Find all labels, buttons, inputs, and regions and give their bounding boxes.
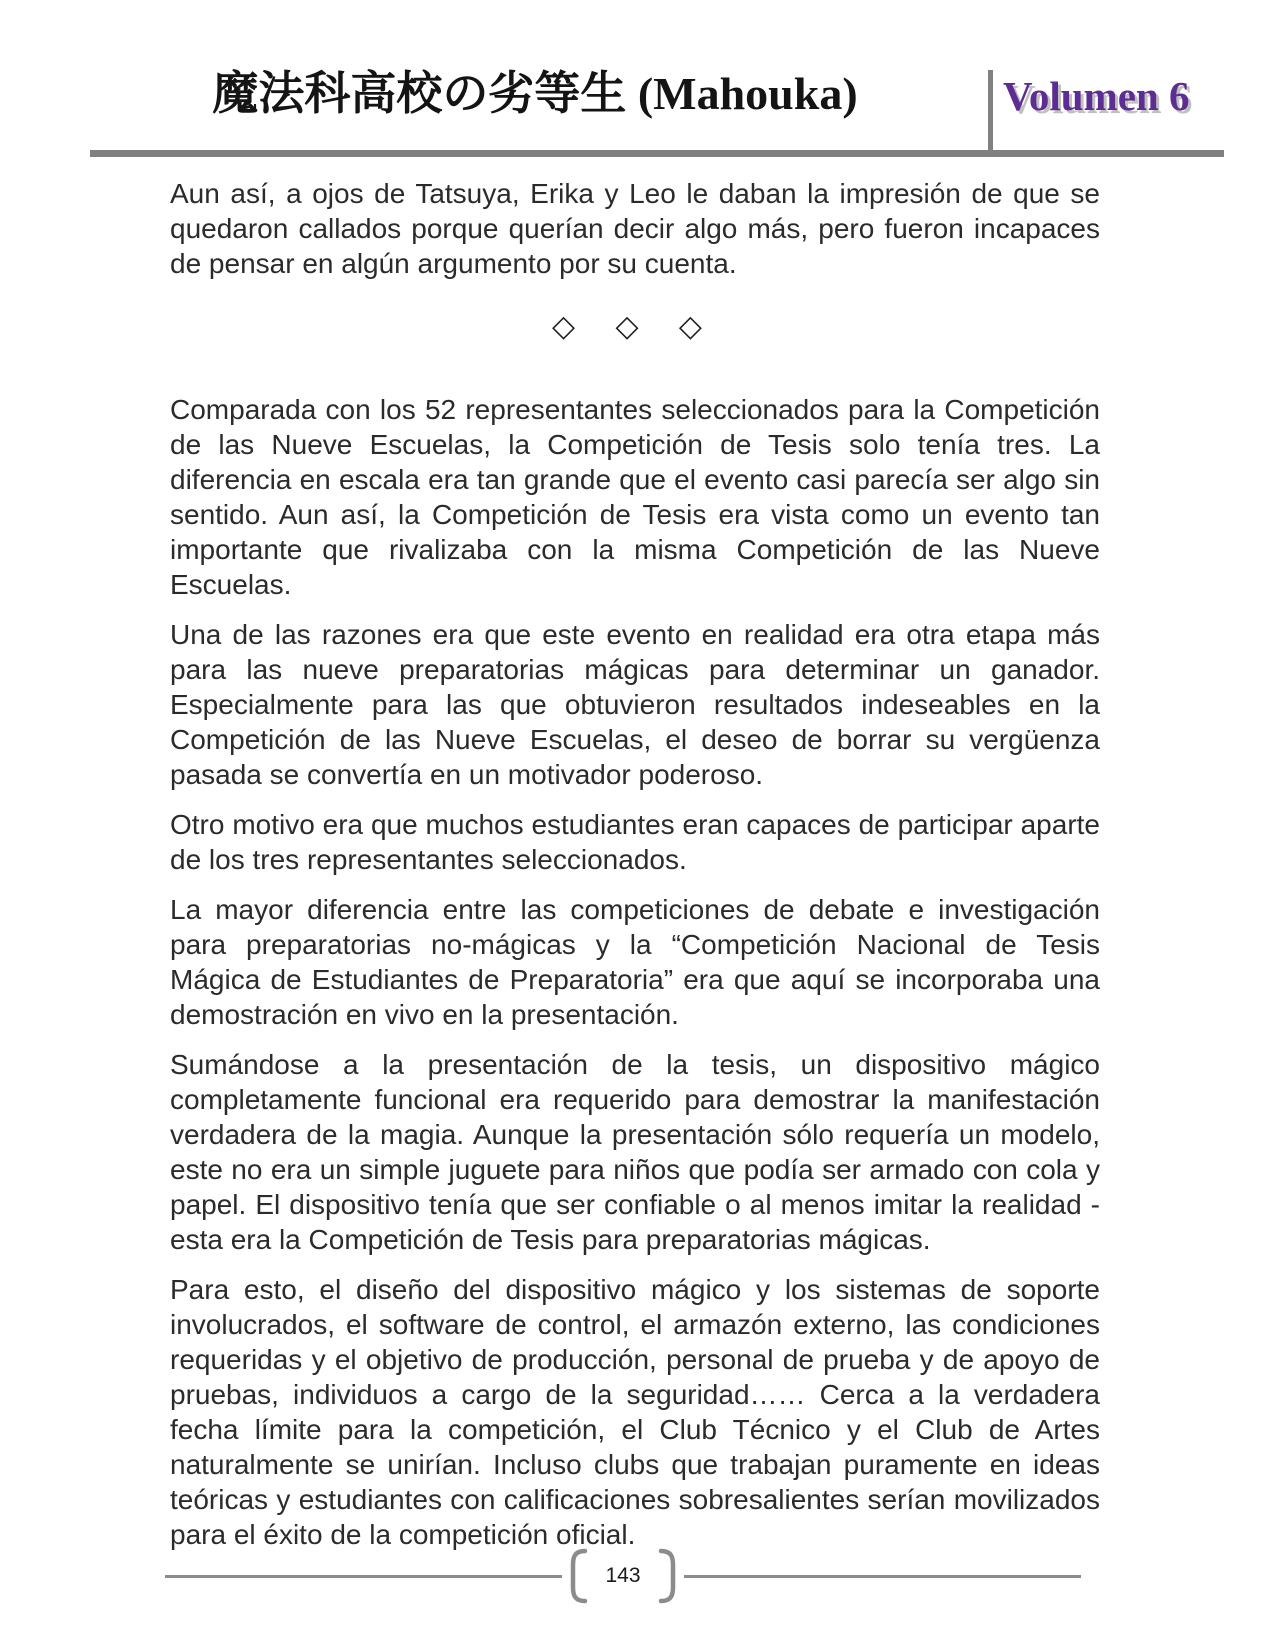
header-horizontal-rule: [90, 150, 1224, 157]
page-footer: [165, 1548, 1081, 1604]
footer-left-bracket-icon: [564, 1548, 590, 1604]
paragraph: Otro motivo era que muchos estudiantes eran capaces de participar aparte de los tres representantes seleccionados.: [170, 809, 1100, 875]
footer-right-bracket-icon: [656, 1548, 682, 1604]
page-number: 143: [605, 1564, 641, 1587]
paragraph: La mayor diferencia entre las competiciones de debate e investigación para preparatorias no-mágicas y la “Competición Nacional de Tesis Mágica de Estudiantes de Preparatoria” era que aquí se incorporaba una demostración en vivo en la presentación.: [170, 894, 1100, 1030]
paragraph: Una de las razones era que este evento en realidad era otra etapa más para las nueve preparatorias mágicas para determinar un ganador. Especialmente para las que obtuvieron resultados indeseables en la Competición de las Nueve Escuelas, el deseo de borrar su vergüenza pasada se convertía en un motivador poderoso.: [170, 619, 1100, 790]
paragraph: Para esto, el diseño del dispositivo mágico y los sistemas de soporte involucrados, el software de control, el armazón externo, las condiciones requeridas y el objetivo de producción, personal de prueba y de apoyo de pruebas, individuos a cargo de la seguridad…… Cerca a la verdadera fecha límite para la competición, el Club Técnico y el Club de Artes naturalmente se unirían. Incluso clubs que trabajan puramente en ideas teóricas y estudiantes con calificaciones sobresalientes serían movilizados para el éxito de la competición oficial.: [170, 1274, 1100, 1550]
volume-label: Volumen 6: [1003, 73, 1190, 119]
footer-rule-right: [684, 1575, 1081, 1578]
paragraph: Aun así, a ojos de Tatsuya, Erika y Leo le daban la impresión de que se quedaron callados porque querían decir algo más, pero fueron incapaces de pensar en algún argumento por su cuenta.: [170, 178, 1100, 279]
footer-rule-left: [165, 1575, 562, 1578]
page-header-title: 魔法科高校の劣等生 (Mahouka): [212, 68, 858, 119]
paragraph: Comparada con los 52 representantes seleccionados para la Competición de las Nueve Escuelas, la Competición de Tesis solo tenía tres. La diferencia en escala era tan grande que el evento casi parecía ser algo sin sentido. Aun así, la Competición de Tesis era vista como un evento tan importante que rivalizaba con la misma Competición de las Nueve Escuelas.: [170, 394, 1100, 600]
body-text-column: [170, 176, 1100, 1567]
footer-page-number-group: [564, 1548, 682, 1604]
paragraph: Sumándose a la presentación de la tesis, un dispositivo mágico completamente funcional era requerido para demostrar la manifestación verdadera de la magia. Aunque la presentación sólo requería un modelo, este no era un simple juguete para niños que podía ser armado con cola y papel. El dispositivo tenía que ser confiable o al menos imitar la realidad - esta era la Competición de Tesis para preparatorias mágicas.: [170, 1049, 1100, 1255]
header-vertical-divider: [988, 70, 993, 152]
scene-break-diamonds: ◇ ◇ ◇: [552, 310, 718, 343]
